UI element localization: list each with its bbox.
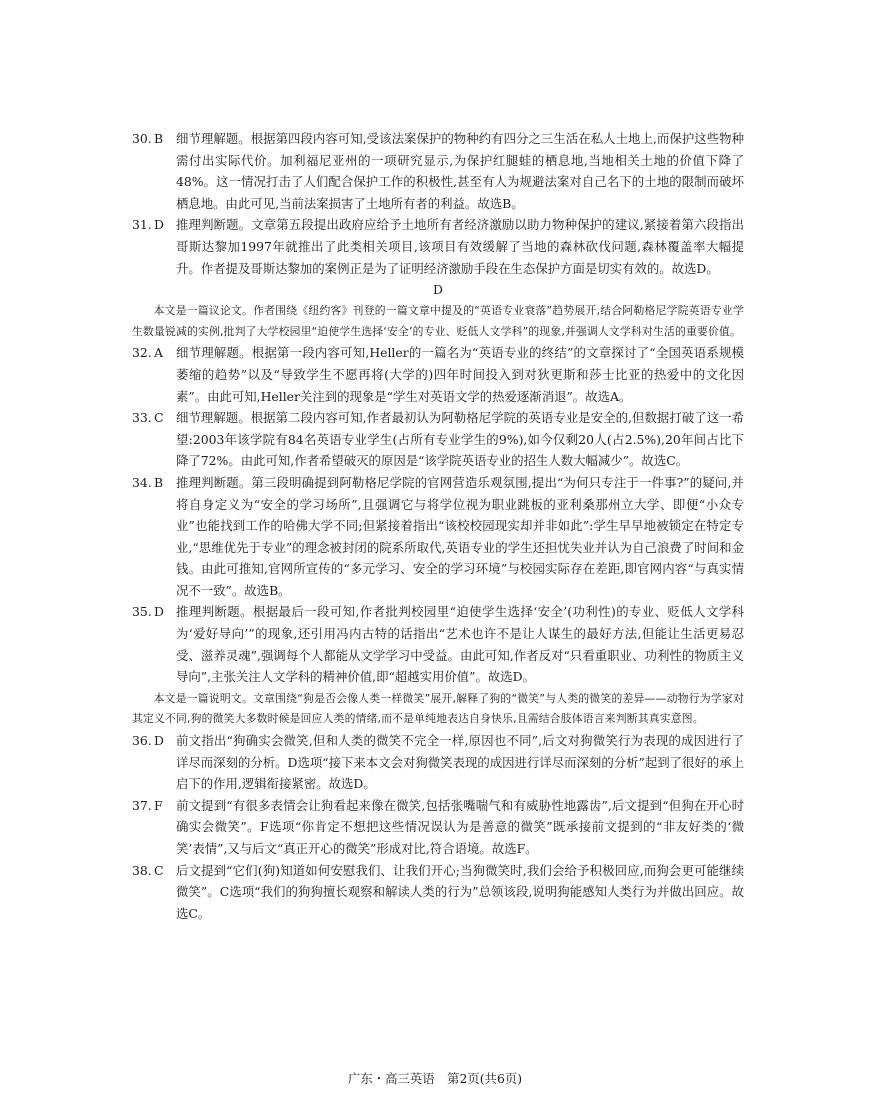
question-number: 34. [132, 474, 152, 490]
section-heading-d: D [433, 282, 443, 298]
question-number: 30. [132, 131, 152, 146]
answer-letter: B [154, 474, 164, 490]
question-number: 37. [132, 797, 152, 813]
question-number: 31. [132, 217, 152, 233]
answer-explanation: 前文指出“狗确实会微笑,但和人类的微笑不完全一样,原因也不同”,后文对狗微笑行为表现的成因进行了详尽而深刻的分析。D选项“接下来本文会对狗微笑表现的成因进行详尽而深刻的分析”起到了很好的承上启下的作用,逻辑衔接紧密。故选D。 [176, 733, 744, 792]
answer-explanation: 推理判断题。根据最后一段可知,作者批判校园里“迫使学生选择‘安全’(功利性)的专业、贬低人文学科为‘爱好导向’”的现象,还引用冯内古特的话指出“艺术也许不是让人谋生的最好方法,但能让生活更易忍受、滋养灵魂”,强调每个人都能从文学学习中受益。由此可知,作者反对“只看重职业、功利性的物质主义导向”,主张关注人文学科的精神价值,即“超越实用价值”。故选D。 [176, 604, 744, 685]
answer-item-38 [132, 860, 744, 925]
answer-letter: F [154, 797, 163, 813]
answer-item-32 [132, 342, 744, 407]
answer-content [132, 128, 744, 924]
question-number: 35. [132, 604, 152, 620]
answer-item-30 [132, 128, 744, 214]
question-number: 32. [132, 345, 152, 361]
answer-explanation: 推理判断题。第三段明确提到阿勒格尼学院的官网营造乐观氛围,提出“为何只专注于一件事?”的疑问,并将自身定义为“安全的学习场所”,且强调它与将学位视为职业跳板的亚利桑那州立大学、即便“小众专业”也能找到工作的哈佛大学不同;但紧接着指出“该校校园现实却并非如此”:学生早早地被锁定在特定专业,“思维优先于专业”的理念被封闭的院系所取代,英语专业的学生还担忧失业并认为自己浪费了时间和金钱。由此可推知,官网所宣传的“多元学习、安全的学习环境”与校园实际存在差距,即官网内容“与真实情况不一致”。故选B。 [176, 474, 744, 598]
answer-explanation: 推理判断题。文章第五段提出政府应给予土地所有者经济激励以助力物种保护的建议,紧接着第六段指出哥斯达黎加1997年就推出了此类相关项目,该项目有效缓解了当地的森林砍伐问题,森林覆盖率大幅提升。作者提及哥斯达黎加的案例正是为了证明经济激励手段在生态保护方面是切实有效的。故选D。 [176, 217, 744, 276]
answer-item-36 [132, 730, 744, 795]
answer-explanation: 细节理解题。根据第一段内容可知,Heller的一篇名为“英语专业的终结”的文章探讨了“全国英语系规模萎缩的趋势”以及“导致学生不愿再将(大学的)四年时间投入到对狄更斯和莎士比亚的热爱中的文化因素”。由此可知,Heller关注到的现象是“学生对英语文学的热爱逐渐消退”。故选A。 [176, 345, 744, 404]
question-number: 38. [132, 862, 152, 878]
section-e-summary: 本文是一篇说明文。文章围绕“狗是否会像人类一样微笑”展开,解释了狗的“微笑”与人类的微笑的差异——动物行为学家对其定义不同,狗的微笑大多数时候是回应人类的情绪,而不是单纯地表达自身快乐,且需结合肢体语言来判断其真实意图。 [132, 691, 744, 726]
section-d-summary: 本文是一篇议论文。作者围绕《纽约客》刊登的一篇文章中提及的“英语专业衰落”趋势展开,结合阿勒格尼学院英语专业学生数量锐减的实例,批判了大学校园里“迫使学生选择‘安全’的专业、贬低人文学科”的现象,并强调人文学科对生活的重要价值。 [132, 304, 744, 338]
answer-letter: D [154, 604, 164, 620]
answer-item-35 [132, 601, 744, 687]
answer-explanation: 前文提到“有很多表情会让狗看起来像在微笑,包括张嘴喘气和有威胁性地露齿”,后文提到“但狗在开心时确实会微笑”。F选项“你肯定不想把这些情况误认为是善意的微笑”既承接前文提到的“非友好类的‘微笑’表情”,又与后文“真正开心的微笑”形成对比,符合语境。故选F。 [176, 797, 744, 856]
answer-letter: D [154, 733, 164, 749]
answer-item-37 [132, 795, 744, 860]
question-number: 36. [132, 733, 152, 749]
answer-item-31 [132, 214, 744, 279]
answer-item-33 [132, 407, 744, 472]
answer-item-34 [132, 472, 744, 602]
answer-letter: C [154, 862, 164, 878]
answer-letter: D [154, 217, 164, 233]
answer-letter: C [154, 410, 164, 426]
question-number: 33. [132, 410, 152, 426]
page-footer: 广东・高三英语 第2页(共6页) [347, 1071, 523, 1086]
answer-letter: B [154, 131, 164, 146]
answer-explanation: 细节理解题。根据第四段内容可知,受该法案保护的物种约有四分之三生活在私人土地上,而保护这些物种需付出实际代价。加利福尼亚州的一项研究显示,为保护红腿蛙的栖息地,当地相关土地的价值下降了48%。这一情况打击了人们配合保护工作的积极性,甚至有人为规避法案对自己名下的土地的限制而破坏栖息地。由此可见,当前法案损害了土地所有者的利益。故选B。 [176, 131, 744, 211]
answer-letter: A [154, 345, 163, 361]
answer-explanation: 后文提到“它们(狗)知道如何安慰我们、让我们开心;当狗微笑时,我们会给予积极回应,而狗会更可能继续微笑”。C选项“我们的狗狗擅长观察和解读人类的行为”总领该段,说明狗能感知人类行为并做出回应。故选C。 [176, 862, 744, 921]
answer-explanation: 细节理解题。根据第二段内容可知,作者最初认为阿勒格尼学院的英语专业是安全的,但数据打破了这一希望:2003年该学院有84名英语专业学生(占所有专业学生的9%),如今仅剩20人(占2.5%),20年间占比下降了72%。由此可知,作者希望破灭的原因是“该学院英语专业的招生人数大幅减少”。故选C。 [176, 410, 744, 469]
